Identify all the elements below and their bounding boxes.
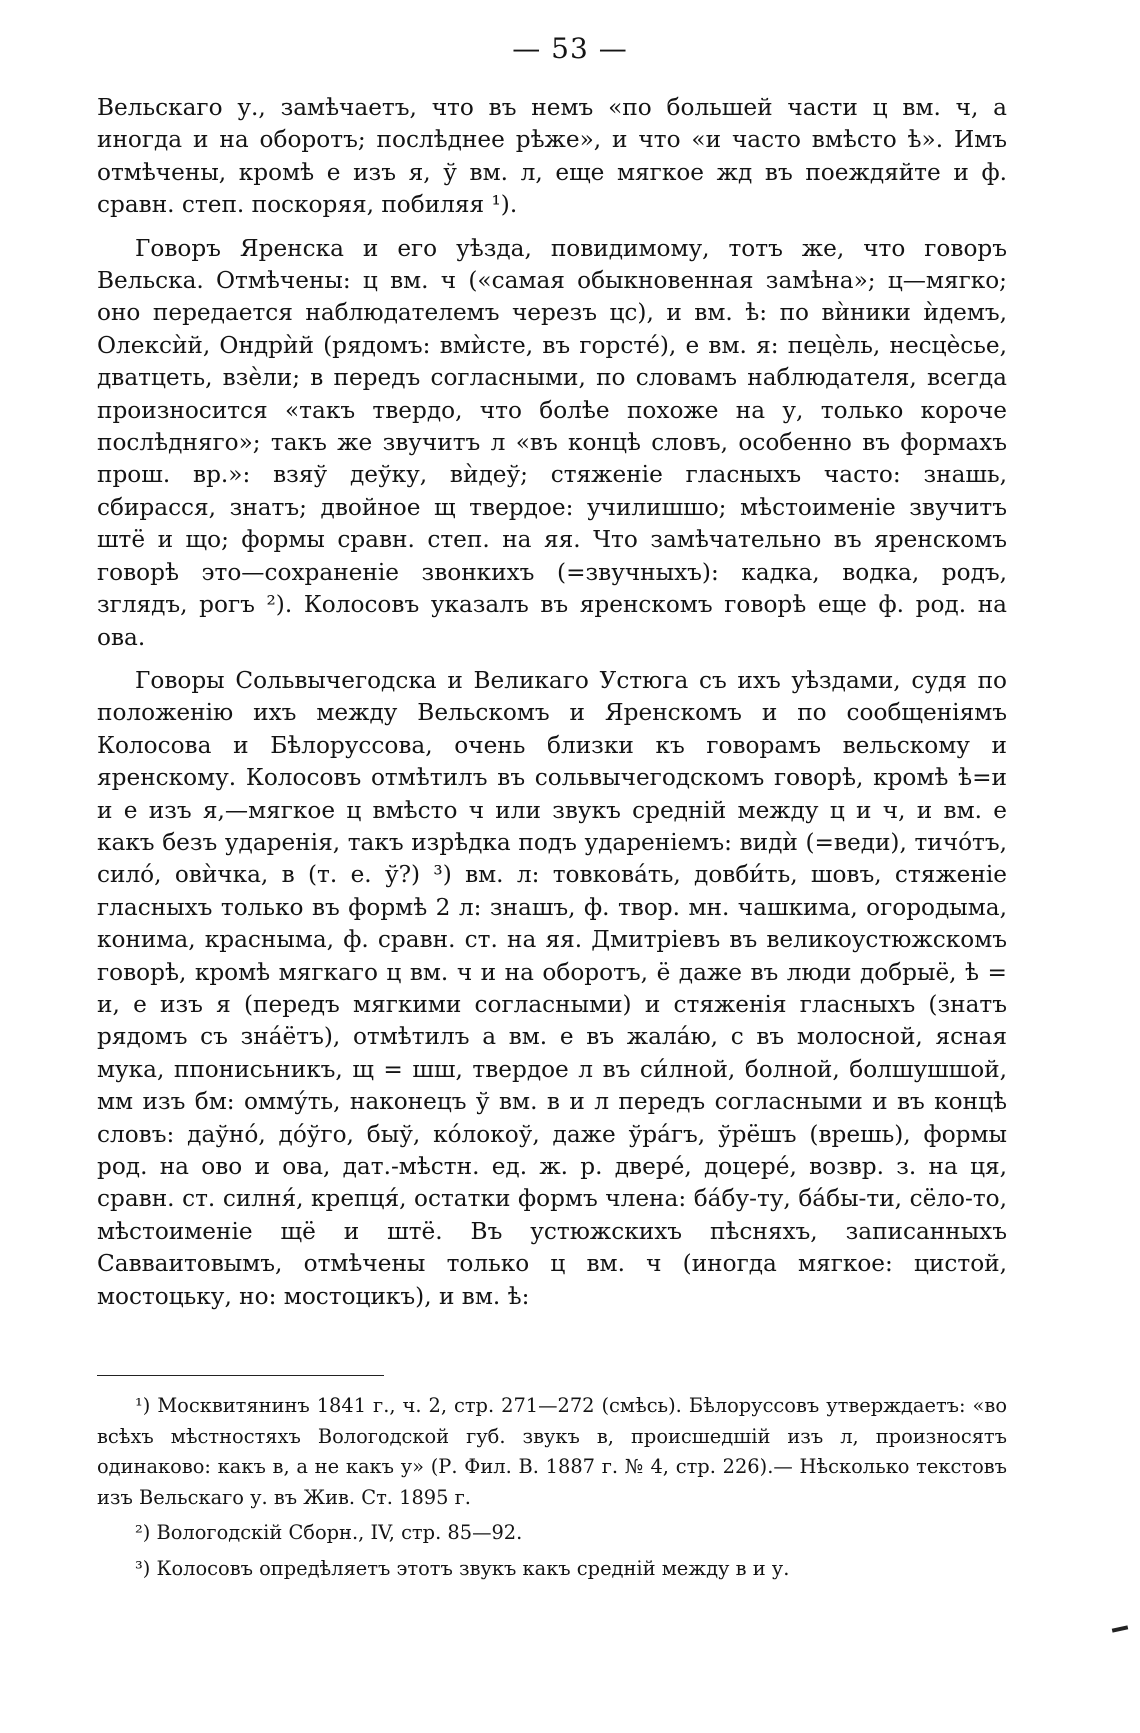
footnotes xyxy=(97,1391,1007,1589)
page-number: — 53 — xyxy=(512,32,628,65)
paragraph-solvychegodsk-ustyug: Говоры Сольвычегодска и Великаго Устюга съ ихъ уѣздами, судя по положенію ихъ между Вельскомъ и Яренскомъ и по сообщеніямъ Колосова и Бѣлоруссова, очень близки къ говорамъ вельскому и яренскому. Колосовъ отмѣтилъ въ сольвычегодскомъ говорѣ, кромѣ ѣ=и и е изъ я,—мягкое ц вмѣсто ч или звукъ средній между ц и ч, и вм. е какъ безъ ударенія, такъ изрѣдка подъ удареніемъ: видѝ (=веди), тичо́тъ, сило́, овѝчка, в (т. е. ў?) ³) вм. л: товкова́ть, довби́ть, шовъ, стяженіе гласныхъ только въ формѣ 2 л: знашъ, ф. твор. мн. чашкима, огородыма, конима, красныма, ф. сравн. ст. на яя. Дмитріевъ въ великоустюжскомъ говорѣ, кромѣ мягкаго ц вм. ч и на оборотъ, ё даже въ люди добрыё, ѣ = и, е изъ я (передъ мягкими согласными) и стяженія гласныхъ (знатъ рядомъ съ зна́ётъ), отмѣтилъ а вм. е въ жала́ю, с въ молосной, ясная мука, ппонисьникъ, щ = шш, твердое л въ си́лной, болной, болшушшой, мм изъ бм: омму́ть, наконецъ ў вм. в и л передъ согласными и въ концѣ словъ: даўно́, до́ўго, быў, ко́локоў, даже ўра́гъ, ўрёшъ (врешь), формы род. на ово и ова, дат.-мѣстн. ед. ж. р. двере́, доцере́, возвр. з. на ця, сравн. ст. силня́, крепця́, остатки формъ члена: ба́бу-ту, ба́бы-ти, сёло-то, мѣстоименіе щё и штё. Въ устюжскихъ пѣсняхъ, записанныхъ Савваитовымъ, отмѣчены только ц вм. ч (иногда мягкое: цистой, мостоцьку, но: мостоцикъ), и вм. ѣ: xyxy=(97,666,1007,1310)
footnote-divider xyxy=(97,1375,384,1376)
footnote-3: ³) Колосовъ опредѣляетъ этотъ звукъ какъ средній между в и у. xyxy=(135,1556,790,1580)
main-text xyxy=(97,92,1007,1313)
footnote-1: ¹) Москвитянинъ 1841 г., ч. 2, стр. 271—272 (смѣсь). Бѣлоруссовъ утверждаетъ: «во всѣхъ мѣстностяхъ Вологодской губ. звукъ в, происшедшій изъ л, произносятъ одинаково: какъ в, а не какъ у» (Р. Фил. В. 1887 г. № 4, стр. 226).— Нѣсколько текстовъ изъ Вельскаго у. въ Жив. Ст. 1895 г. xyxy=(97,1394,1007,1509)
paragraph-yarensk: Говоръ Яренска и его уѣзда, повидимому, тотъ же, что говоръ Вельска. Отмѣчены: ц вм. ч («самая обыкновенная замѣна»; ц—мягко; оно передается наблюдателемъ черезъ цс), и вм. ѣ: по вѝники ѝдемъ, Олексѝй, Ондрѝй (рядомъ: вмѝсте, въ горсте́), е вм. я: пецѐль, несцѐсье, дватцеть, взѐли; в передъ согласными, по словамъ наблюдателя, всегда произносится «такъ твердо, что болѣе похоже на у, только короче послѣдняго»; такъ же звучитъ л «въ концѣ словъ, особенно въ формахъ прош. вр.»: взяў деўку, вѝдеў; стяженіе гласныхъ часто: знашь, сбирасся, знатъ; двойное щ твердое: училишшо; мѣстоименіе звучитъ штё и що; формы сравн. степ. на яя. Что замѣчательно въ яренскомъ говорѣ это—сохраненіе звонкихъ (=звучныхъ): кадка, водка, родъ, зглядъ, рогъ ²). Колосовъ указалъ въ яренскомъ говорѣ еще ф. род. на ова. xyxy=(97,234,1007,651)
footnote-2: ²) Вологодскій Сборн., IV, стр. 85—92. xyxy=(135,1521,523,1544)
scan-artifact-mark xyxy=(1112,1625,1128,1632)
paragraph-velsk: Вельскаго у., замѣчаетъ, что въ немъ «по большей части ц вм. ч, а иногда и на оборотъ; послѣднее рѣже», и что «и часто вмѣсто ѣ». Имъ отмѣчены, кромѣ е изъ я, ў вм. л, еще мягкое жд въ поеждяйте и ф. сравн. степ. поскоряя, побиляя ¹). xyxy=(97,94,1007,219)
